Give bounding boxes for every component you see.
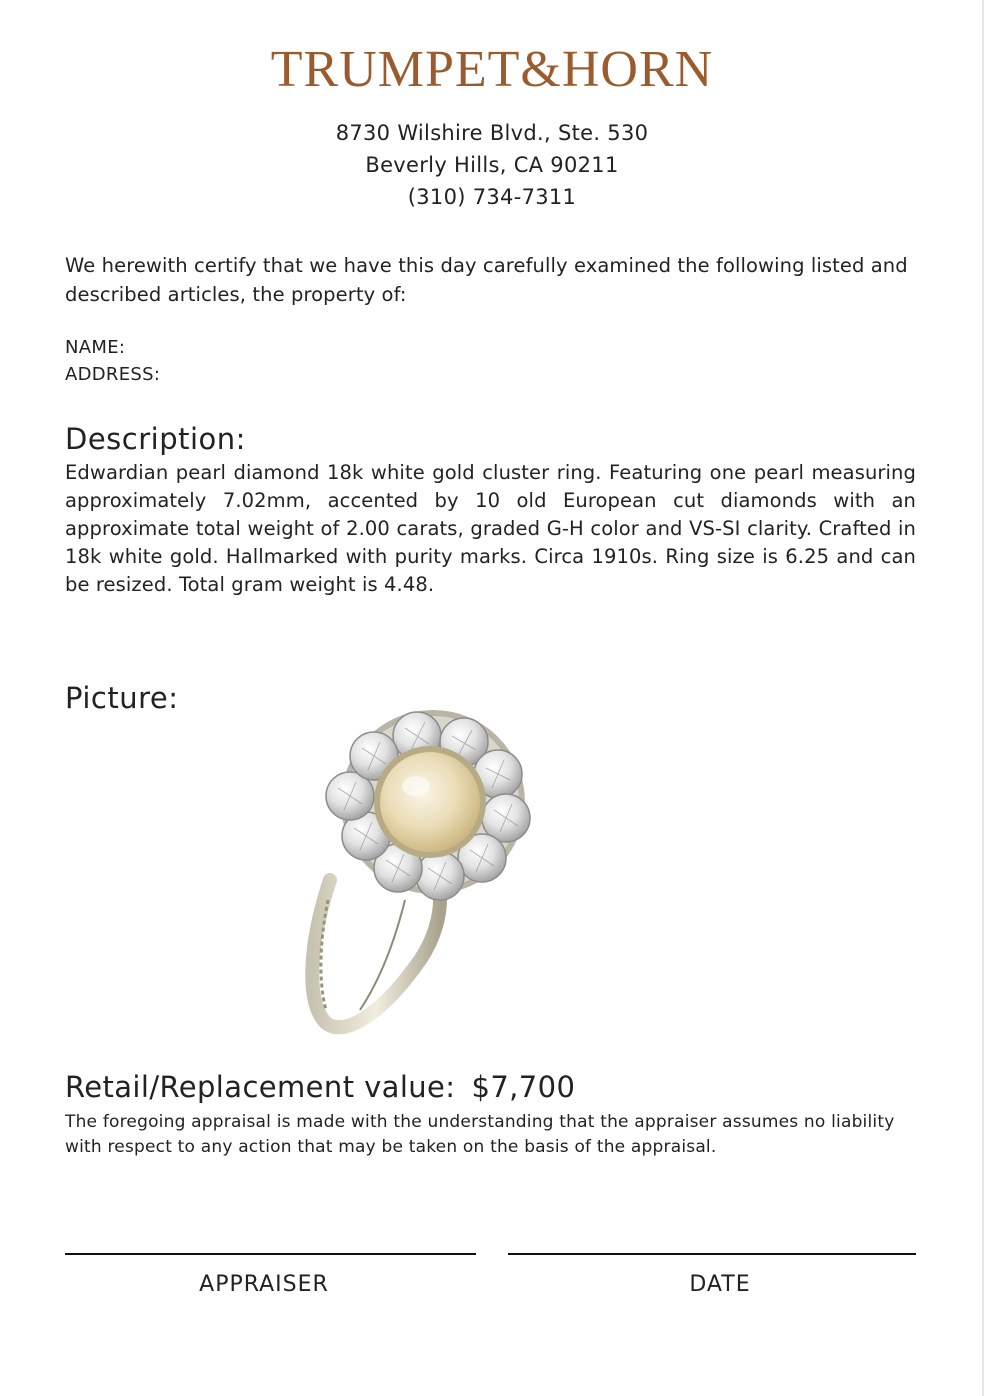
picture-heading: Picture:: [65, 681, 179, 715]
replacement-value: [65, 1070, 575, 1104]
brand-logo: TRUMPET&HORN: [270, 41, 714, 98]
date-label: DATE: [689, 1272, 751, 1297]
address-phone: (310) 734-7311: [407, 185, 577, 209]
description-text: Edwardian pearl diamond 18k white gold cluster ring. Featuring one pearl measuring approximately 7.02mm, accented by 10 old European cut diamonds with an approximate total weight of 2.00 carats, graded G-H color and VS-SI clarity. Crafted in 18k white gold. Hallmarked with purity marks. Circa 1910s. Ring size is 6.25 and can be resized. Total gram weight is 4.48.: [65, 461, 916, 596]
value-label: Retail/Replacement value:: [65, 1070, 456, 1104]
address-label: ADDRESS:: [65, 364, 161, 385]
description-heading: Description:: [65, 422, 246, 456]
date-signature-line: [508, 1253, 916, 1255]
address-street: 8730 Wilshire Blvd., Ste. 530: [335, 121, 649, 145]
value-amount: $7,700: [471, 1070, 576, 1104]
certification-text: We herewith certify that we have this day carefully examined the following listed and described articles, the property of:: [65, 254, 908, 306]
ring-photo: [290, 710, 560, 1050]
appraiser-signature-line: [65, 1253, 476, 1255]
name-label: NAME:: [65, 337, 126, 358]
disclaimer-text: The foregoing appraisal is made with the understanding that the appraiser assumes no liability with respect to any action that may be taken on the basis of the appraisal.: [65, 1112, 895, 1157]
appraiser-label: APPRAISER: [199, 1272, 329, 1297]
address-city: Beverly Hills, CA 90211: [365, 153, 619, 177]
